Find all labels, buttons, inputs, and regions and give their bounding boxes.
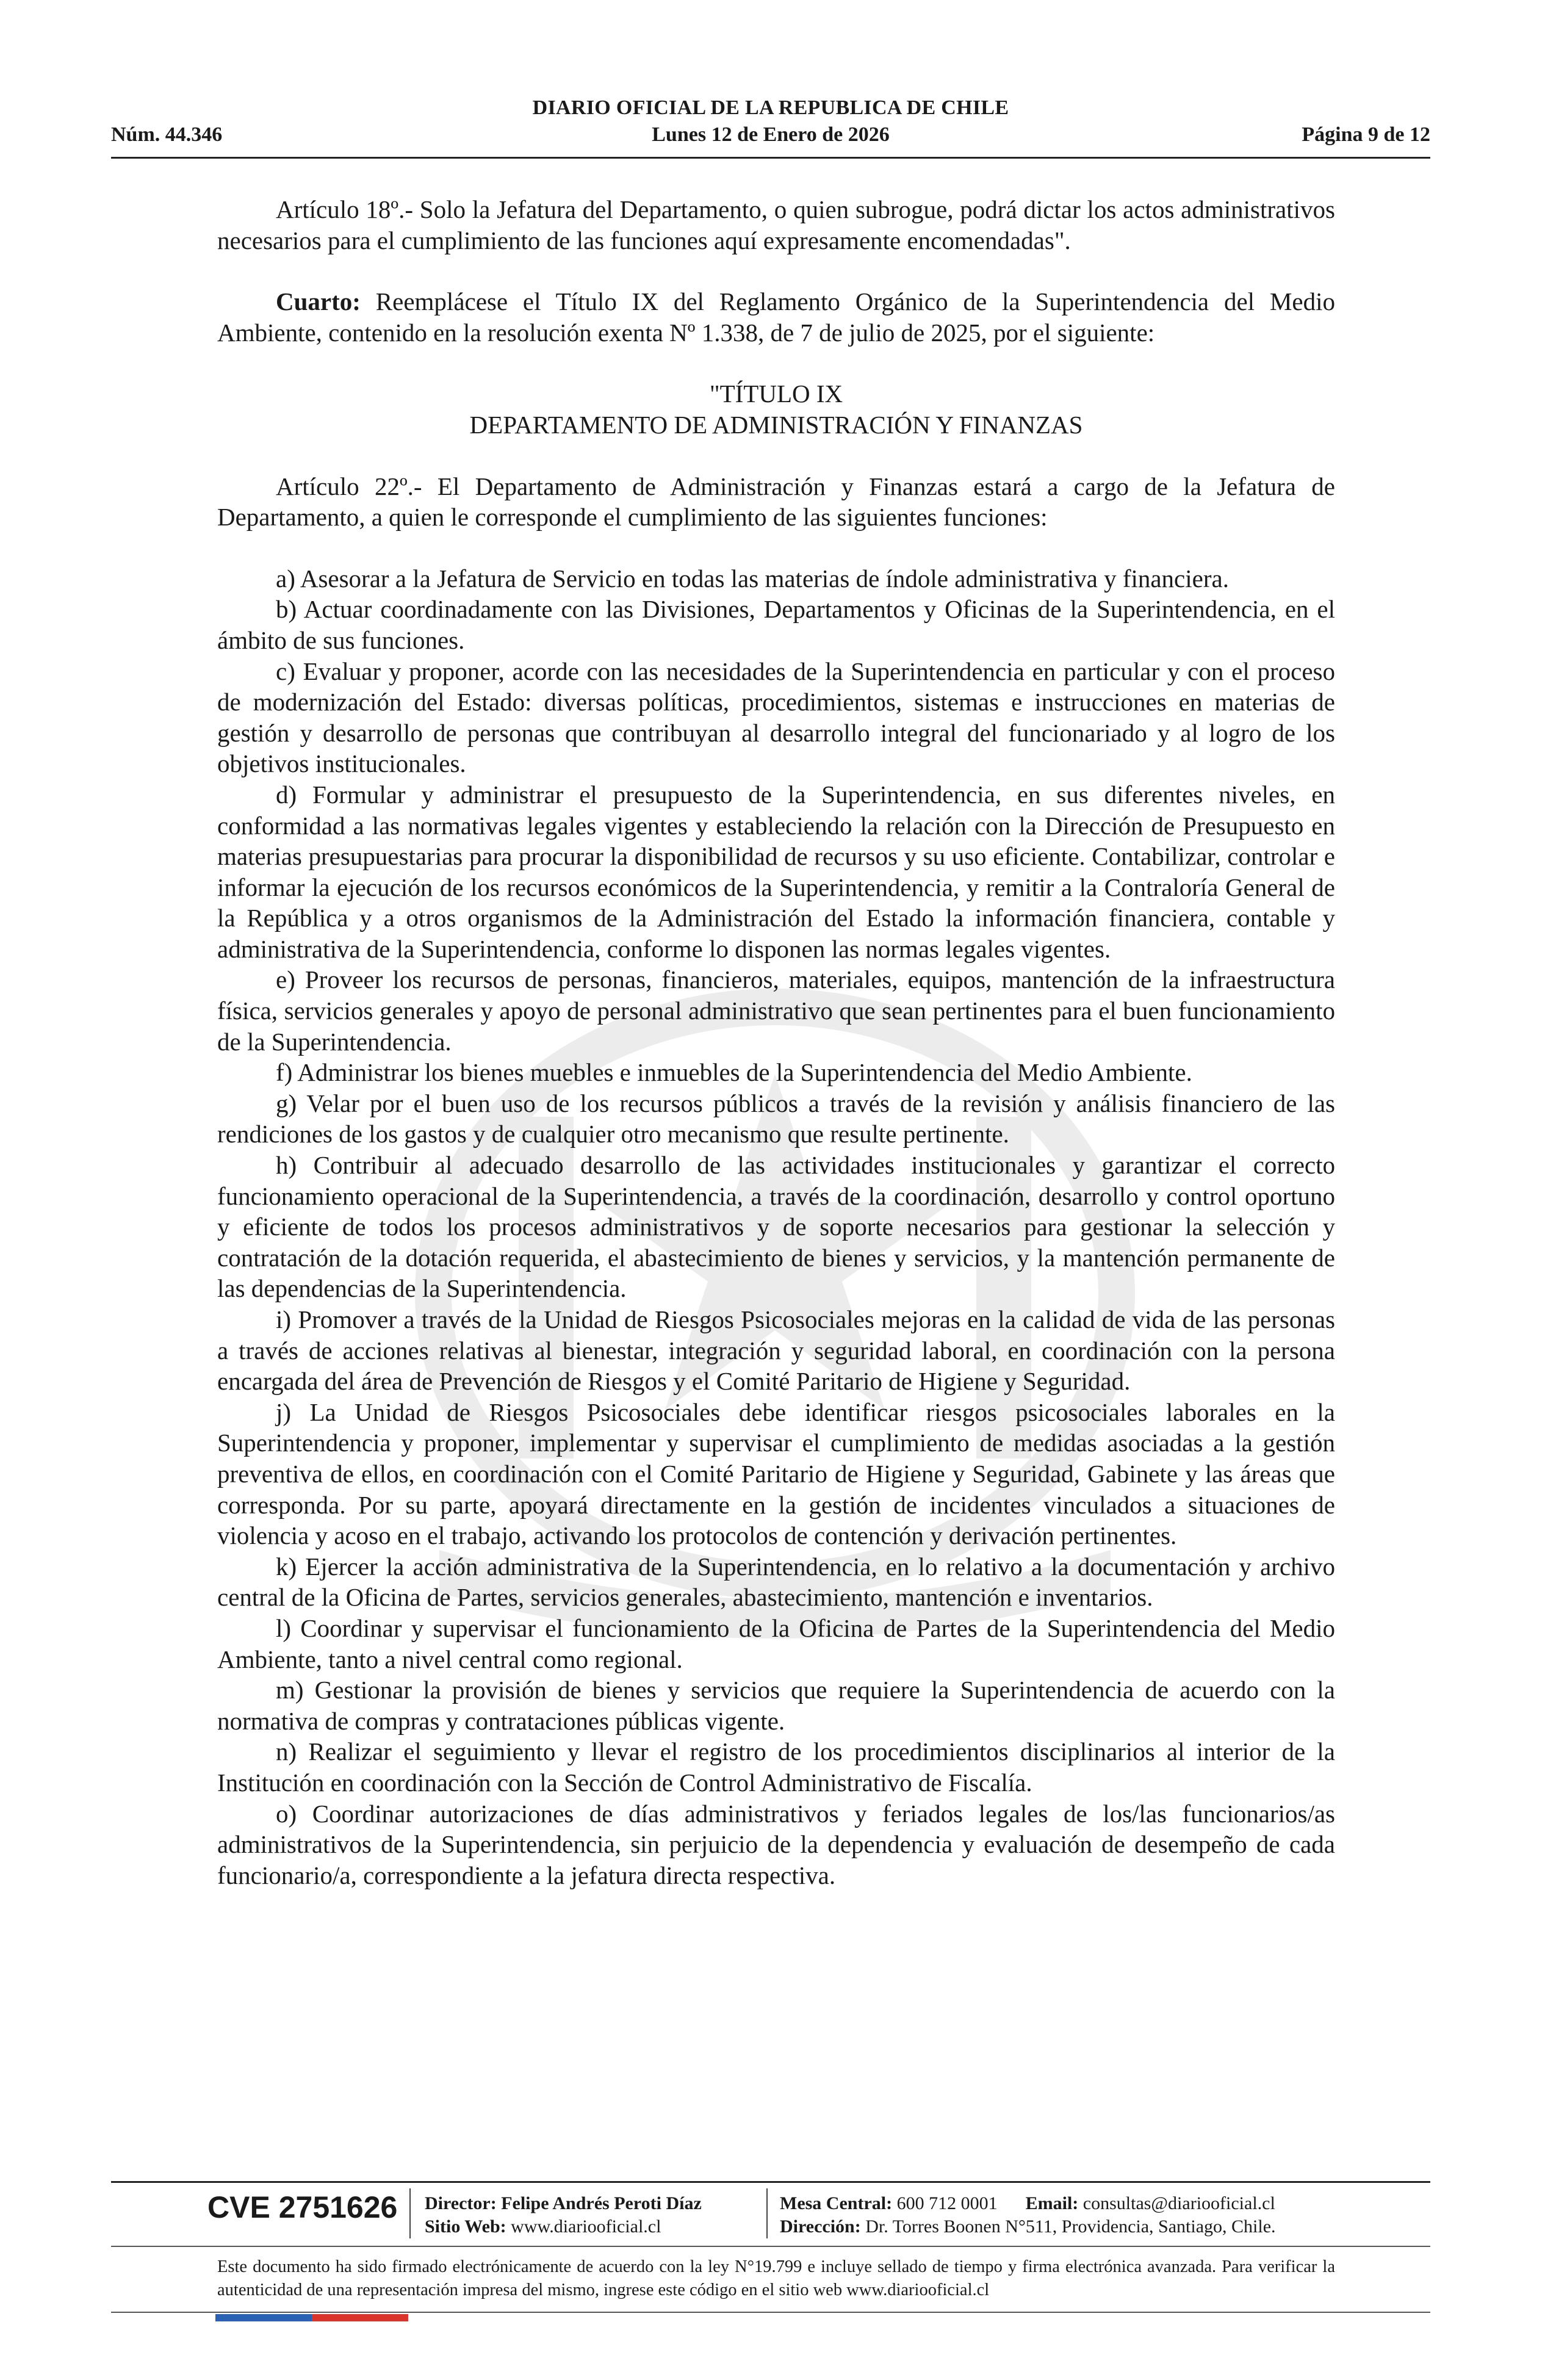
website-link[interactable]: www.diariooficial.cl [506,2216,661,2237]
email-link[interactable]: consultas@diariooficial.cl [1078,2193,1275,2213]
signature-notice: Este documento ha sido firmado electrónicamente de acuerdo con la ley N°19.799 e incluye sellado de tiempo y firma electrónica avanzada. Para verificar la autenticidad de una representación impresa del mismo, ingrese este código en el sitio web www.diariooficial.cl [217,2257,1335,2299]
list-item: n) Realizar el seguimiento y llevar el registro de los procedimientos disciplinarios al interior de la Institución en coordinación con la Sección de Control Administrativo de Fiscalía. [217,1737,1335,1797]
list-item: b) Actuar coordinadamente con las Divisiones, Departamentos y Oficinas de la Superintendencia, en el ámbito de sus funciones. [217,595,1335,654]
issue-date: Lunes 12 de Enero de 2026 [652,123,890,146]
address-value: Dr. Torres Boonen N°511, Providencia, Santiago, Chile. [860,2216,1276,2237]
list-item: c) Evaluar y proponer, acorde con las necesidades de la Superintendencia en particular y con el proceso de modernización del Estado: diversas políticas, procedimientos, sistemas e instrucciones en materias de gestión y desarrollo de personas que contribuyan al desarrollo integral del funcionariado y al logro de los objetivos institucionales. [217,657,1335,778]
footer-divider-bottom [111,2312,1430,2313]
director-name: Felipe Andrés Peroti Díaz [496,2193,702,2213]
flag-blue-segment [215,2314,312,2321]
list-item: e) Proveer los recursos de personas, financieros, materiales, equipos, mantención de la infraestructura física, servicios generales y apoyo de personal administrativo que sean pertinentes para el buen funcionamiento de la Superintendencia. [217,965,1335,1056]
cve-code: CVE 2751626 [207,2190,398,2224]
department-heading: DEPARTAMENTO DE ADMINISTRACIÓN Y FINANZAS [469,410,1083,439]
title-heading: "TÍTULO IX [709,380,843,408]
flag-red-segment [312,2314,408,2321]
footer-contact-block [780,2192,1276,2238]
cuarto-text: Reemplácese el Título IX del Reglamento Orgánico de la Superintendencia del Medio Ambiente, contenido en la resolución exenta Nº 1.338, de 7 de julio de 2025, por el siguiente: [217,287,1335,347]
issue-number: Núm. 44.346 [111,123,223,146]
email-label: Email: [1025,2193,1079,2213]
footer-director-block [425,2192,702,2238]
article-22-paragraph: Artículo 22º.- El Departamento de Administración y Finanzas estará a cargo de la Jefatura de Departamento, a quien le corresponde el cumplimiento de las siguientes funciones: [217,472,1335,532]
mesa-central-phone: 600 712 0001 [892,2193,998,2213]
list-item: o) Coordinar autorizaciones de días administrativos y feriados legales de los/las funcionarios/as administrativos de la Superintendencia, sin perjuicio de la dependencia y evaluación de desempeño de cada funcionario/a, correspondiente a la jefatura directa respectiva. [217,1799,1335,1889]
list-item: m) Gestionar la provisión de bienes y servicios que requiere la Superintendencia de acuerdo con la normativa de compras y contrataciones públicas vigente. [217,1676,1335,1735]
article-18-paragraph: Artículo 18º.- Solo la Jefatura del Departamento, o quien subrogue, podrá dictar los actos administrativos necesarios para el cumplimiento de las funciones aquí expresamente encomendadas". [217,195,1335,254]
footer-separator [409,2188,411,2238]
cuarto-label: Cuarto: [276,287,361,316]
list-item: h) Contribuir al adecuado desarrollo de las actividades institucionales y garantizar el correcto funcionamiento operacional de la Superintendencia, a través de la coordinación, desarrollo y control oportuno y eficiente de todos los procesos administrativos y de soporte necesarios para gestionar la selección y contratación de la dotación requerida, el abastecimiento de bienes y servicios, y la mantención permanente de las dependencias de la Superintendencia. [217,1151,1335,1303]
list-item: a) Asesorar a la Jefatura de Servicio en todas las materias de índole administrativa y financiera. [276,564,1229,593]
cuarto-paragraph [217,286,1335,348]
list-item: d) Formular y administrar el presupuesto de la Superintendencia, en sus diferentes niveles, en conformidad a las normativas legales vigentes y estableciendo la relación con la Dirección de Presupuesto en materias presupuestarias para procurar la disponibilidad de recursos y su uso eficiente. Contabilizar, controlar e informar la ejecución de los recursos económicos de la Superintendencia, y remitir a la Contraloría General de la República y a otros organismos de la Administración del Estado la información financiera, contable y administrativa de la Superintendencia, conforme lo disponen las normas legales vigentes. [217,780,1335,963]
website-label: Sitio Web: [425,2216,506,2237]
list-item: f) Administrar los bienes muebles e inmuebles de la Superintendencia del Medio Ambiente. [276,1058,1192,1087]
functions-list [217,563,1335,1891]
list-item: j) La Unidad de Riesgos Psicosociales debe identificar riesgos psicosociales laborales en la Superintendencia y proponer, implementar y supervisar el cumplimiento de medidas asociadas a la gestión preventiva de ellos, en coordinación con el Comité Paritario de Higiene y Seguridad, Gabinete y las áreas que corresponda. Por su parte, apoyará directamente en la gestión de incidentes vinculados a situaciones de violencia y acoso en el trabajo, activando los protocolos de contención y derivación pertinentes. [217,1397,1335,1550]
list-item: i) Promover a través de la Unidad de Riesgos Psicosociales mejoras en la calidad de vida de las personas a través de acciones relativas al bienestar, integración y seguridad laboral, en coordinación con la persona encargada del área de Prevención de Riesgos y el Comité Paritario de Higiene y Seguridad. [217,1305,1335,1396]
footer-separator [766,2188,768,2238]
flag-stripe [215,2314,408,2321]
mesa-central-label: Mesa Central: [780,2193,893,2213]
list-item: l) Coordinar y supervisar el funcionamiento de la Oficina de Partes de la Superintendencia del Medio Ambiente, tanto a nivel central como regional. [217,1614,1335,1673]
director-label: Director: [425,2193,497,2213]
list-item: k) Ejercer la acción administrativa de la Superintendencia, en lo relativo a la documentación y archivo central de la Oficina de Partes, servicios generales, abastecimiento, mantención e inventarios. [217,1552,1335,1612]
footer-divider-middle [111,2246,1430,2247]
address-label: Dirección: [780,2216,861,2237]
page-header [111,92,1430,157]
header-divider [111,157,1430,159]
footer-divider-top [111,2181,1430,2183]
document-body [217,194,1335,1891]
newspaper-title: DIARIO OFICIAL DE LA REPUBLICA DE CHILE [532,96,1009,119]
list-item: g) Velar por el buen uso de los recursos públicos a través de la revisión y análisis financiero de las rendiciones de los gastos y de cualquier otro mecanismo que resulte pertinente. [217,1089,1335,1149]
page-number: Página 9 de 12 [1302,123,1430,146]
